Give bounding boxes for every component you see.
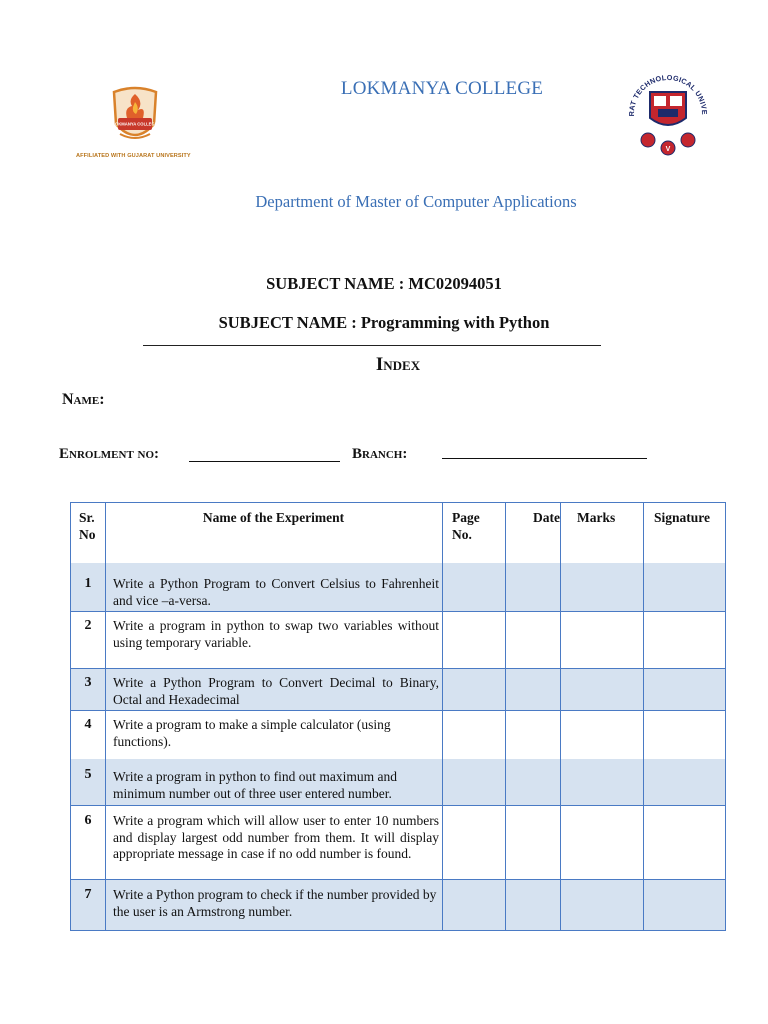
row-sr: 6 <box>84 813 92 828</box>
header-page-line2: No. <box>452 527 472 542</box>
svg-text:V: V <box>665 146 671 153</box>
column-divider <box>560 503 561 930</box>
experiment-index-table <box>70 502 726 931</box>
experiment-name: Write a program which will allow user to enter 10 numbers and display largest odd number from them. It will display appropriate message in case if no odd number is found. <box>113 813 439 861</box>
enrolment-label: Enrolment no: <box>59 446 160 462</box>
header-sr-line1: Sr. <box>79 510 95 525</box>
enrolment-blank-line[interactable] <box>189 461 340 462</box>
header-marks: Marks <box>577 510 616 525</box>
header-page-line1: Page <box>452 510 480 525</box>
seal-text: RAT TECHNOLOGICAL UNIVE <box>626 72 710 117</box>
subject-title-line: SUBJECT NAME : Programming with Python <box>218 313 550 332</box>
logo-text: LOKMANYA COLLEGE <box>112 121 158 127</box>
row-sr: 4 <box>84 717 92 732</box>
header-date: Date <box>533 510 560 525</box>
subject-code-line: SUBJECT NAME : MC02094051 <box>266 274 502 293</box>
row-divider <box>71 668 725 669</box>
header-sr-no <box>79 509 96 543</box>
experiment-name: Write a program to make a simple calculator (using functions). <box>113 717 391 749</box>
row-divider <box>71 879 725 880</box>
experiment-name: Write a program in python to find out maximum and minimum number out of three user entered number. <box>113 769 398 801</box>
experiment-name: Write a program in python to swap two variables without using temporary variable. <box>113 618 439 650</box>
row-divider <box>71 710 725 711</box>
university-seal <box>618 66 718 162</box>
header-signature: Signature <box>654 510 711 525</box>
branch-label: Branch: <box>352 446 408 462</box>
experiment-name: Write a Python Program to Convert Celsius to Fahrenheit and vice –a-versa. <box>113 576 439 608</box>
column-divider <box>505 503 506 930</box>
branch-blank-line[interactable] <box>442 458 647 459</box>
index-heading: Index <box>375 354 421 375</box>
column-divider <box>105 503 106 930</box>
row-divider <box>71 805 725 806</box>
experiment-name: Write a Python program to check if the number provided by the user is an Armstrong number. <box>113 887 437 919</box>
row-sr: 1 <box>84 576 92 591</box>
row-sr: 5 <box>84 767 92 782</box>
header-sr-line2: No <box>79 527 96 542</box>
row-sr: 3 <box>84 675 92 690</box>
column-divider <box>643 503 644 930</box>
row-sr: 7 <box>84 887 92 902</box>
column-divider <box>442 503 443 930</box>
experiment-name: Write a Python Program to Convert Decimal to Binary, Octal and Hexadecimal <box>113 675 439 707</box>
name-label: Name: <box>62 391 105 408</box>
row-divider <box>71 611 725 612</box>
department-name: Department of Master of Computer Applications <box>255 192 577 211</box>
subject-divider <box>143 345 601 346</box>
affiliation-text: AFFILIATED WITH GUJARAT UNIVERSITY <box>76 153 191 159</box>
college-name: LOKMANYA COLLEGE <box>340 78 544 99</box>
header-page-no <box>452 509 480 543</box>
row-sr: 2 <box>84 618 92 633</box>
header-experiment-name: Name of the Experiment <box>202 510 345 525</box>
